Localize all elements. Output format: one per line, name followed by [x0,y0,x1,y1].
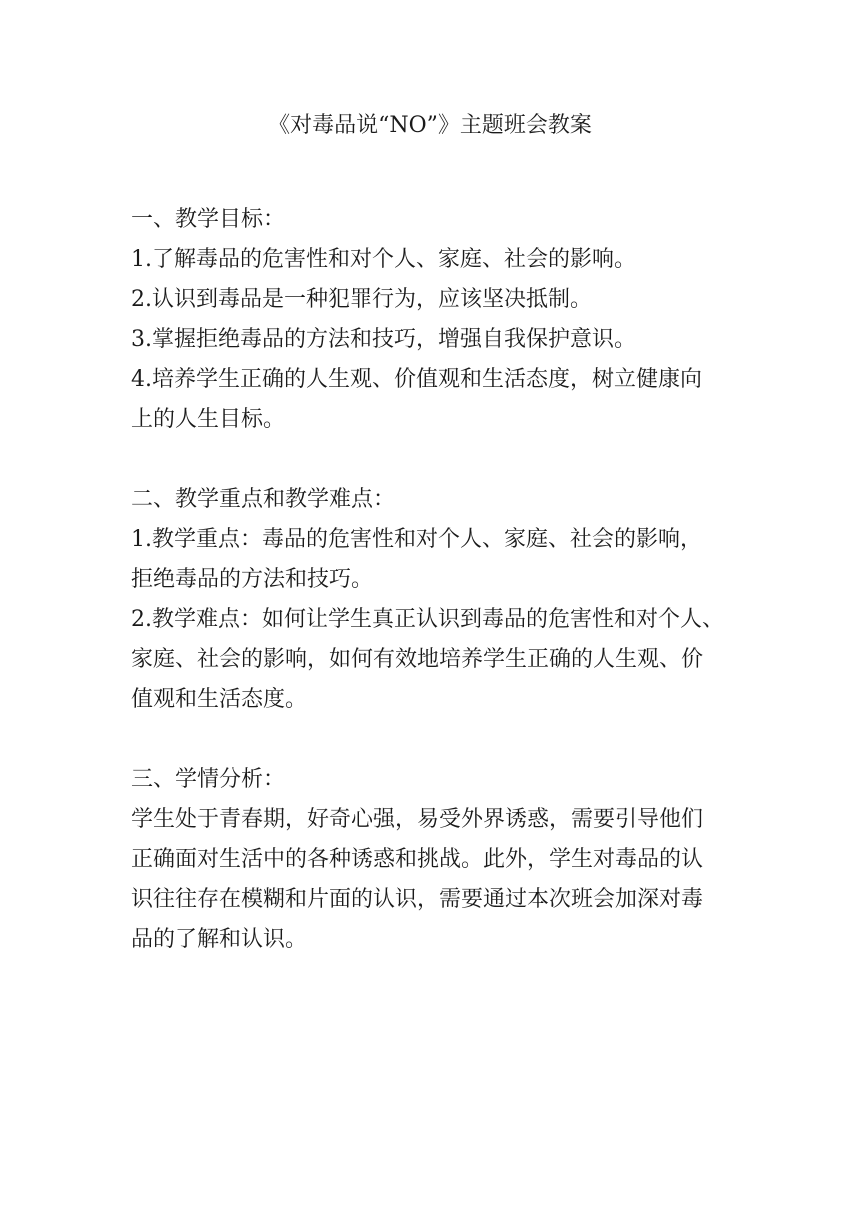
paragraph-line: 值观和生活态度。 [131,687,308,712]
document-body [131,200,771,960]
section-spacer [131,440,771,480]
section-spacer [131,720,771,760]
paragraph-line: 家庭、社会的影响，如何有效地培养学生正确的人生观、价 [131,647,704,672]
paragraph-line: 拒绝毒品的方法和技巧。 [131,567,374,592]
paragraph-line: 4.培养学生正确的人生观、价值观和生活态度，树立健康向 [131,367,702,392]
paragraph-line: 1.教学重点：毒品的危害性和对个人、家庭、社会的影响， [131,527,702,552]
paragraph-line: 2.教学难点：如何让学生真正认识到毒品的危害性和对个人、 [131,607,724,632]
paragraph-line: 品的了解和认识。 [131,927,308,952]
section-heading: 三、学情分析： [131,767,286,792]
paragraph-line: 识往往存在模糊和片面的认识，需要通过本次班会加深对毒 [131,887,704,912]
paragraph-line: 1.了解毒品的危害性和对个人、家庭、社会的影响。 [131,247,636,272]
document-title: 《对毒品说“NO”》主题班会教案 [268,113,592,138]
paragraph-line: 正确面对生活中的各种诱惑和挑战。此外，学生对毒品的认 [131,847,704,872]
section-heading: 二、教学重点和教学难点： [131,487,396,512]
paragraph-line: 上的人生目标。 [131,407,286,432]
paragraph-line: 学生处于青春期，好奇心强，易受外界诱惑，需要引导他们 [131,807,704,832]
section-heading: 一、教学目标： [131,207,286,232]
paragraph-line: 2.认识到毒品是一种犯罪行为，应该坚决抵制。 [131,287,592,312]
paragraph-line: 3.掌握拒绝毒品的方法和技巧，增强自我保护意识。 [131,327,636,352]
